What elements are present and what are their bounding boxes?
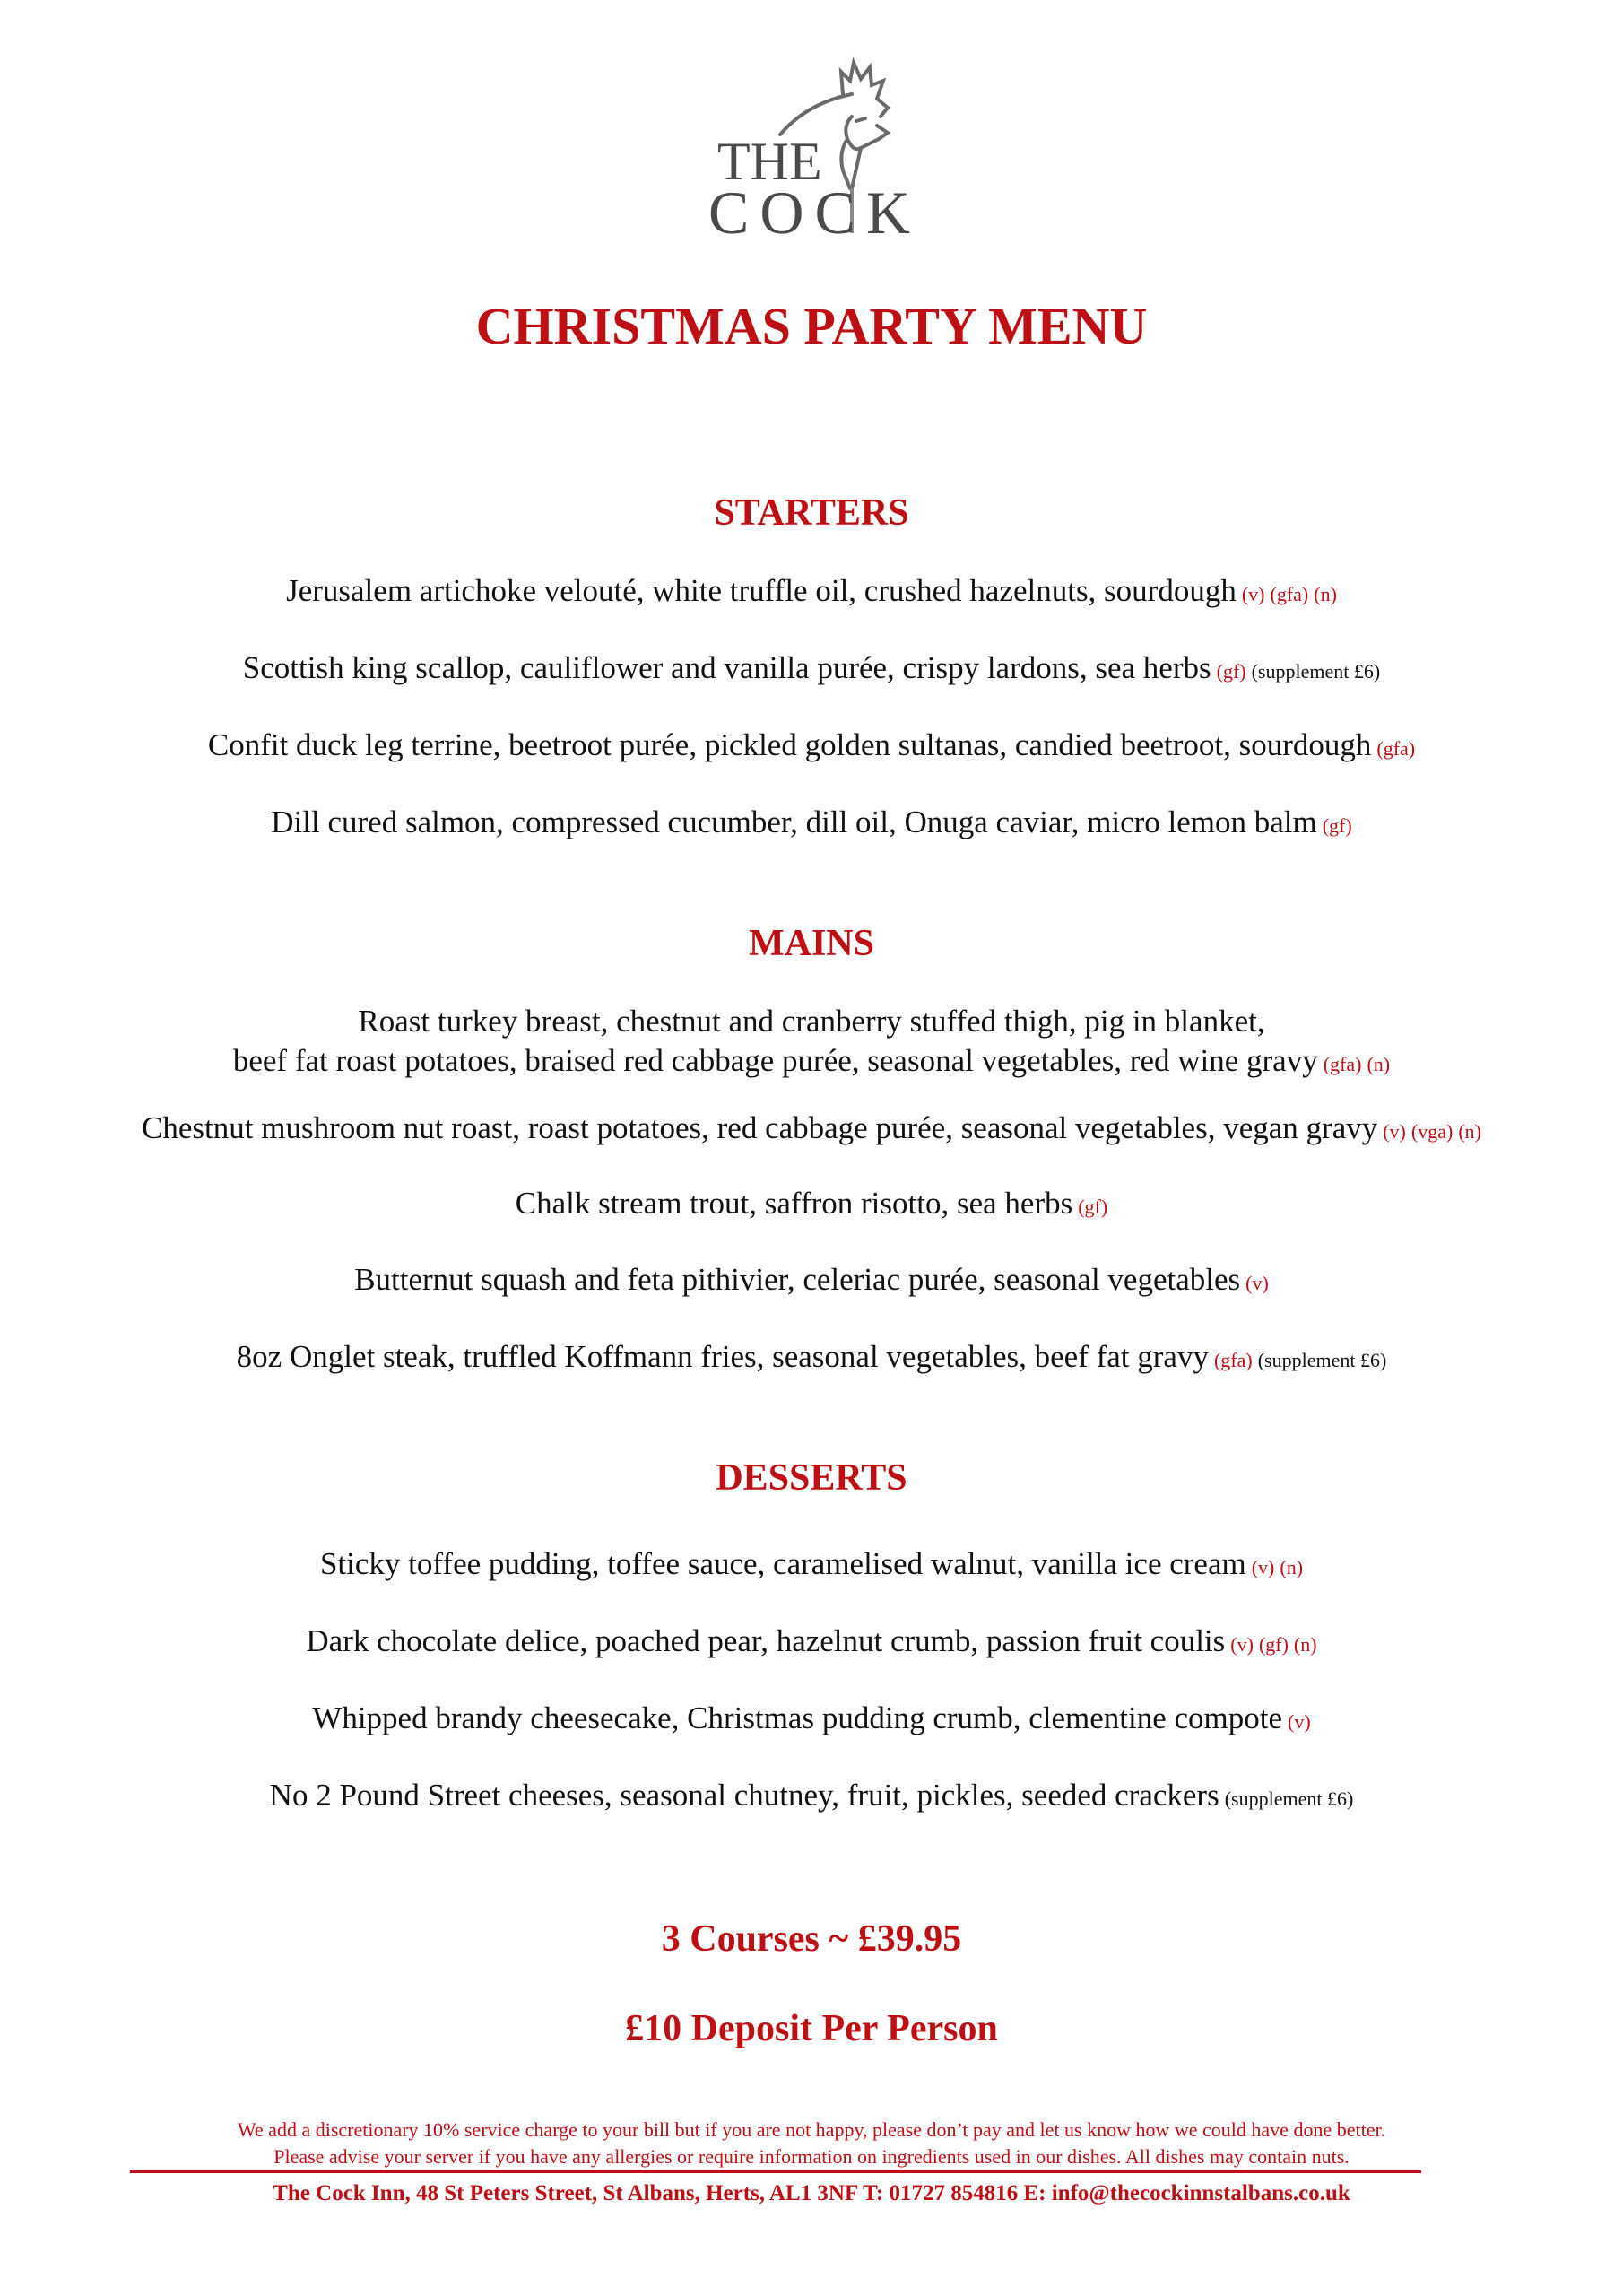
dietary-tag: (v) xyxy=(1241,583,1265,605)
menu-item-text: Roast turkey breast, chestnut and cranberry stuffed thigh, pig in blanket, xyxy=(358,1004,1265,1039)
section-heading-starters: STARTERS xyxy=(714,492,909,534)
dietary-tag: (n) xyxy=(1293,1633,1317,1656)
supplement-note: (supplement £6) xyxy=(1257,1349,1387,1371)
dietary-tag: (gf) xyxy=(1322,814,1352,837)
logo xyxy=(708,54,924,242)
menu-item xyxy=(0,803,1623,846)
menu-item xyxy=(0,1184,1623,1227)
menu-item-text: 8oz Onglet steak, truffled Koffmann fries, seasonal vegetables, beef fat gravy xyxy=(236,1339,1209,1374)
dietary-tag: (v) xyxy=(1245,1272,1269,1294)
menu-item-text: Confit duck leg terrine, beetroot purée, pickled golden sultanas, candied beetroot, sourdough xyxy=(207,727,1372,762)
menu-item-text: Sticky toffee pudding, toffee sauce, caramelised walnut, vanilla ice cream xyxy=(319,1546,1246,1581)
menu-item-text: No 2 Pound Street cheeses, seasonal chutney, fruit, pickles, seeded crackers xyxy=(269,1778,1219,1813)
menu-item xyxy=(0,1699,1623,1742)
dietary-tag: (v) xyxy=(1288,1710,1311,1733)
menu-item-text: Chestnut mushroom nut roast, roast potatoes, red cabbage purée, seasonal vegetables, vegan gravy xyxy=(142,1110,1378,1145)
menu-item xyxy=(0,1002,1623,1084)
rooster-logo-icon xyxy=(708,54,924,242)
section-heading-desserts: DESSERTS xyxy=(716,1457,907,1499)
section-heading-mains: MAINS xyxy=(748,923,874,964)
menu-item xyxy=(0,1776,1623,1819)
menu-item xyxy=(0,1544,1623,1587)
dietary-tag: (n) xyxy=(1314,583,1337,605)
menu-item-text: Dark chocolate delice, poached pear, hazelnut crumb, passion fruit coulis xyxy=(306,1623,1226,1658)
dietary-tag: (n) xyxy=(1367,1053,1391,1075)
dietary-tag: (n) xyxy=(1458,1120,1481,1143)
dietary-tag: (gf) xyxy=(1216,660,1246,683)
menu-item-text: Whipped brandy cheesecake, Christmas pudding crumb, clementine compote xyxy=(312,1700,1283,1735)
menu-item-text: Chalk stream trout, saffron risotto, sea herbs xyxy=(515,1186,1073,1221)
menu-item xyxy=(0,1109,1623,1152)
service-note: We add a discretionary 10% service charge to your bill but if you are not happy, please don’t pay and let us know how we could have done better. xyxy=(237,2118,1386,2141)
dietary-tag: (n) xyxy=(1280,1556,1304,1578)
dietary-tag: (v) xyxy=(1383,1120,1406,1143)
menu-item xyxy=(0,1260,1623,1303)
logo-text-the: THE xyxy=(717,132,822,191)
menu-item-text: Jerusalem artichoke velouté, white truffle oil, crushed hazelnuts, sourdough xyxy=(286,573,1237,608)
dietary-tag: (gfa) xyxy=(1376,737,1416,760)
dietary-tag: (gf) xyxy=(1258,1633,1289,1656)
dietary-tag: (gfa) xyxy=(1270,583,1309,605)
menu-item-text: Dill cured salmon, compressed cucumber, dill oil, Onuga caviar, micro lemon balm xyxy=(271,804,1317,839)
allergy-note: Please advise your server if you have any allergies or require information on ingredients used in our dishes. All dishes may contain nuts. xyxy=(273,2145,1350,2168)
price-deposit: £10 Deposit Per Person xyxy=(625,2008,998,2049)
menu-item xyxy=(0,726,1623,769)
supplement-note: (supplement £6) xyxy=(1251,660,1381,683)
dietary-tag: (gfa) xyxy=(1323,1053,1362,1075)
menu-item xyxy=(0,571,1623,614)
menu-item xyxy=(0,1622,1623,1665)
dietary-tag: (vga) xyxy=(1410,1120,1454,1143)
footer-address: The Cock Inn, 48 St Peters Street, St Albans, Herts, AL1 3NF T: 01727 854816 E: info@thecockinnstalbans.co.uk xyxy=(273,2181,1350,2205)
menu-item-text: Butternut squash and feta pithivier, celeriac purée, seasonal vegetables xyxy=(354,1262,1241,1297)
dietary-tag: (v) xyxy=(1230,1633,1254,1656)
page-title: CHRISTMAS PARTY MENU xyxy=(475,297,1148,355)
dietary-tag: (gfa) xyxy=(1213,1349,1253,1371)
menu-item-text: beef fat roast potatoes, braised red cabbage purée, seasonal vegetables, red wine gravy xyxy=(232,1043,1318,1078)
menu-item xyxy=(0,1337,1623,1380)
dietary-tag: (v) xyxy=(1251,1556,1275,1578)
footer-divider xyxy=(130,2170,1421,2173)
dietary-tag: (gf) xyxy=(1078,1196,1108,1218)
price-courses: 3 Courses ~ £39.95 xyxy=(661,1918,962,1960)
supplement-note: (supplement £6) xyxy=(1224,1787,1354,1810)
menu-item-text: Scottish king scallop, cauliflower and vanilla purée, crispy lardons, sea herbs xyxy=(242,650,1211,685)
logo-text-cock: COCK xyxy=(708,178,910,242)
menu-item xyxy=(0,648,1623,691)
